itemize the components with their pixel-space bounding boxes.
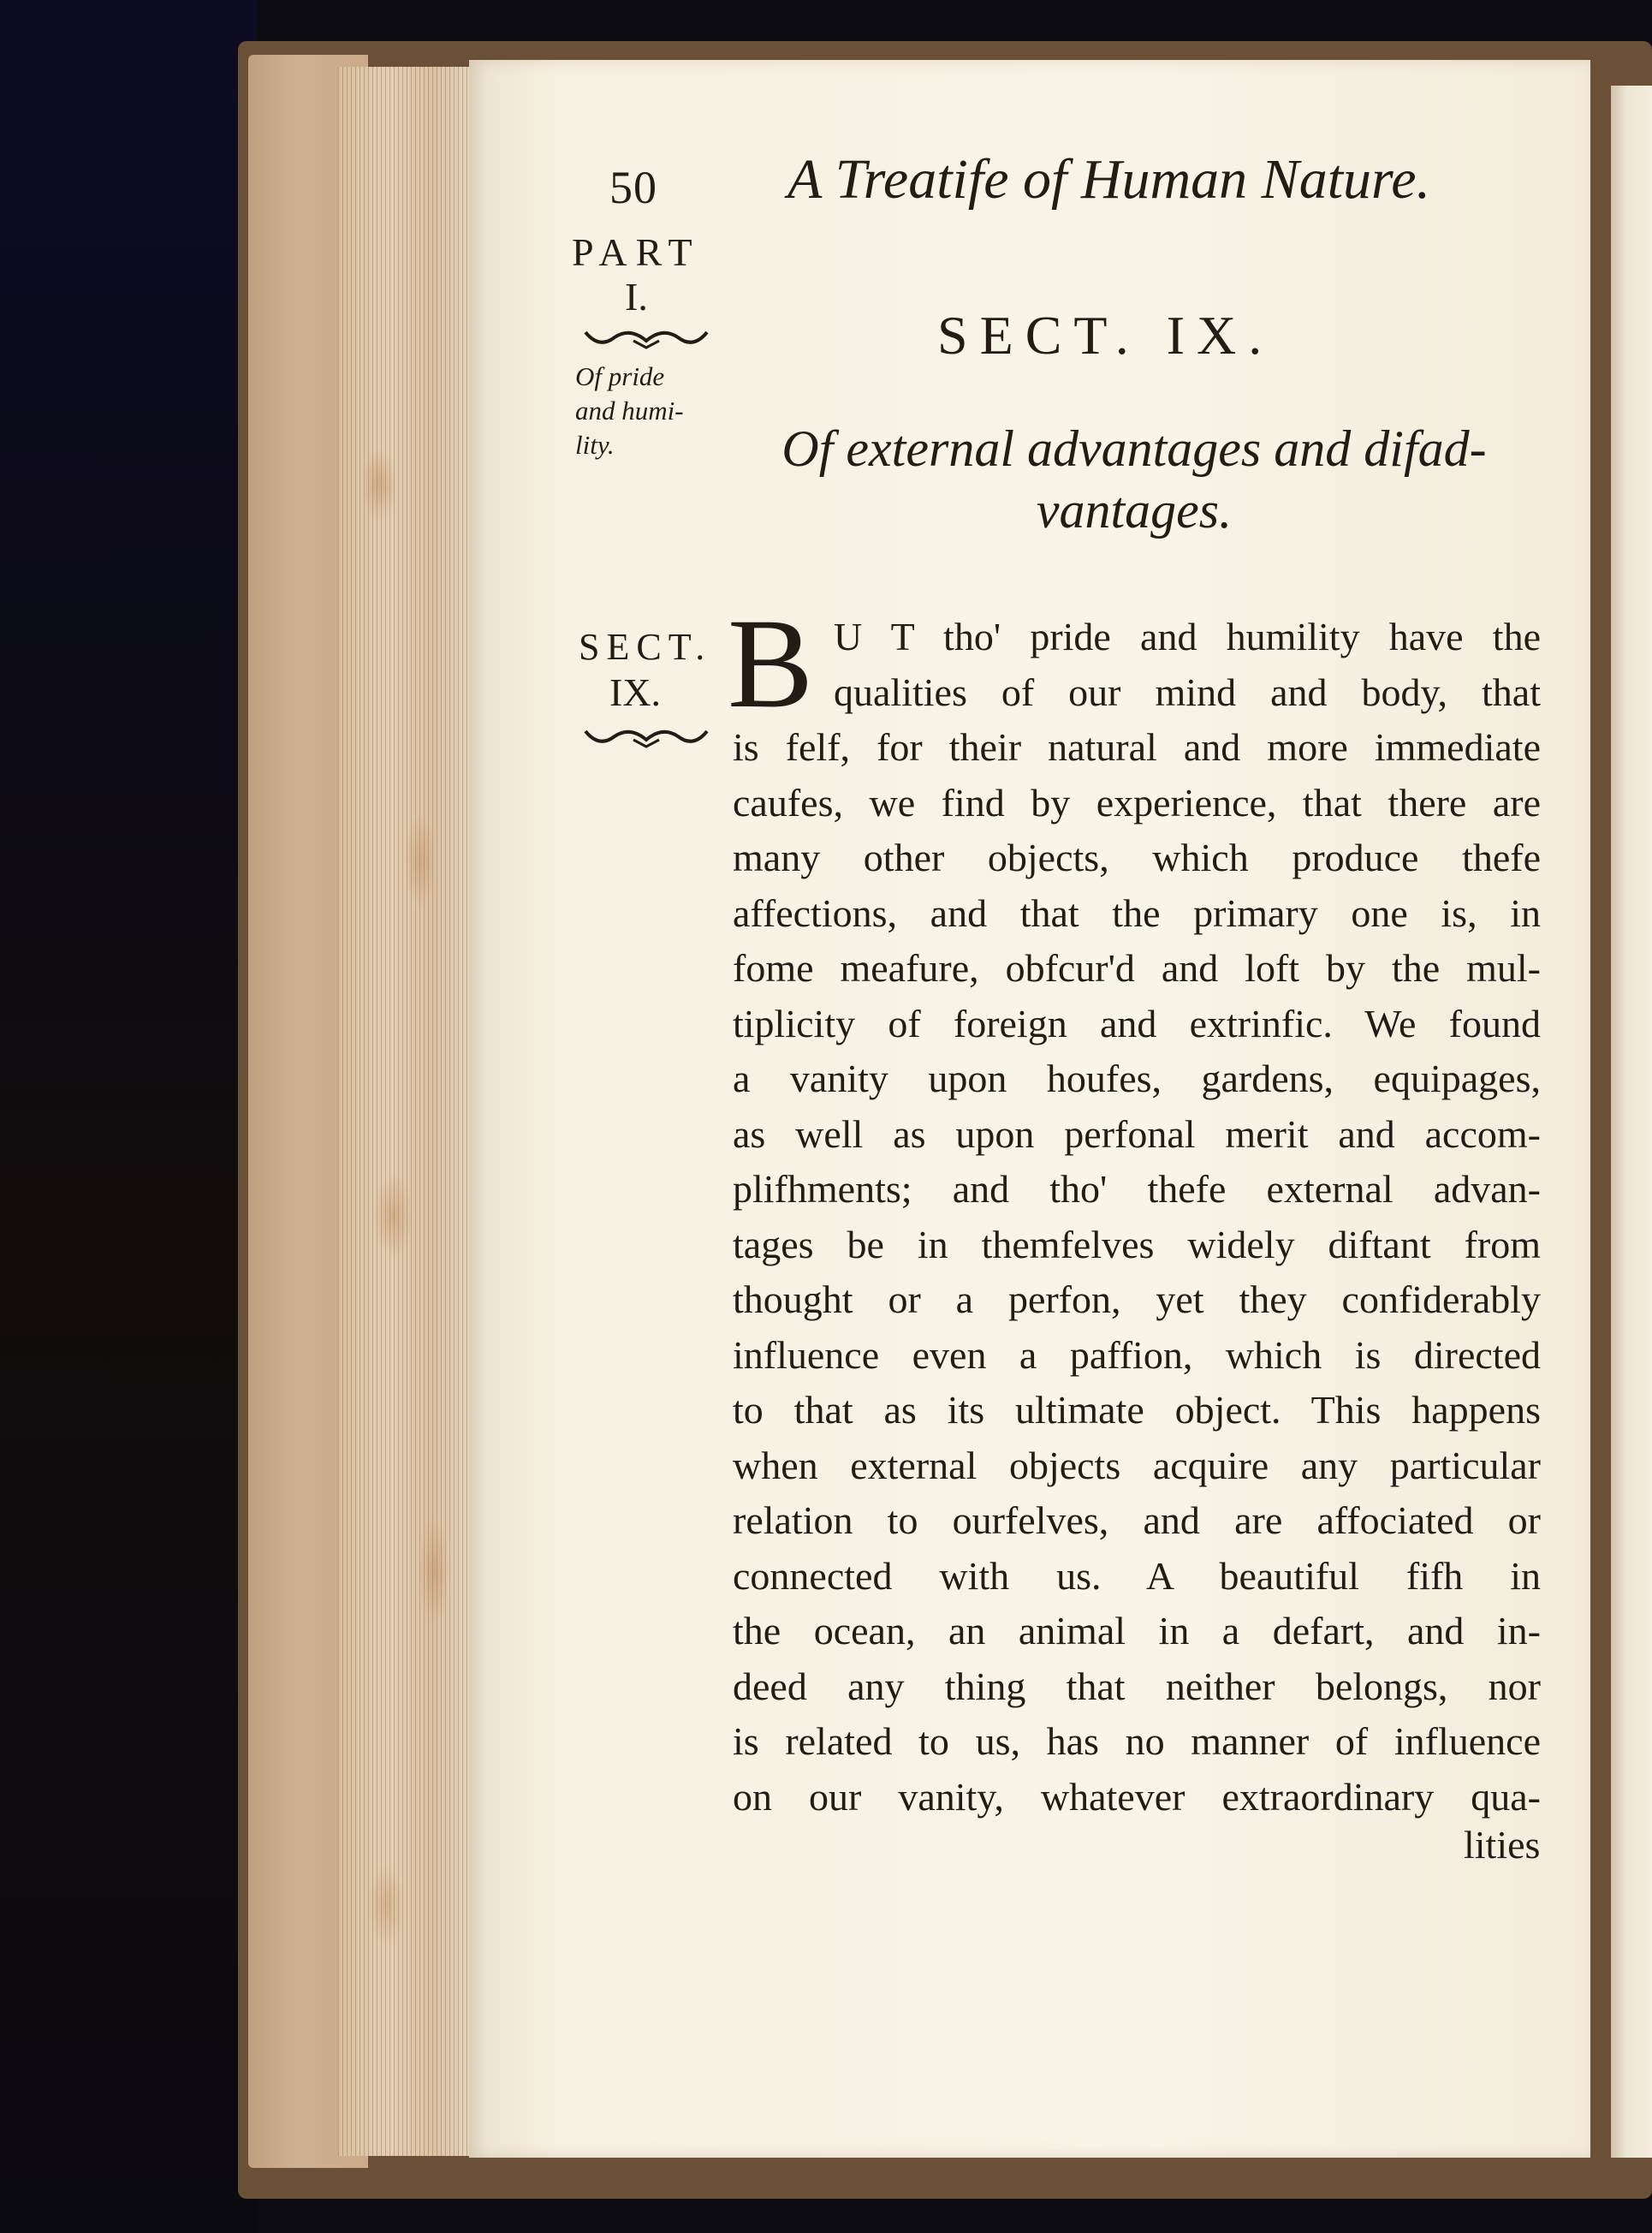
body-line: tiplicity of foreign and extrinfic. We found [733, 1001, 1541, 1045]
page-stack [338, 67, 475, 2156]
facing-page-edge [1611, 86, 1652, 2158]
body-line: deed any thing that neither belongs, nor [733, 1664, 1541, 1708]
body-line: when external objects acquire any particular [733, 1443, 1541, 1487]
body-line: influence even a paffion, which is directed [733, 1332, 1541, 1377]
body-line: relation to ourfelves, and are affociated or [733, 1498, 1541, 1542]
body-line: is felf, for their natural and more immediate [733, 725, 1541, 769]
wavy-rule-ornament-icon [582, 325, 710, 351]
body-line: plifhments; and tho' thefe external advan- [733, 1167, 1541, 1211]
part-subtitle [575, 360, 712, 462]
body-line: thought or a perfon, yet they confiderably [733, 1277, 1541, 1321]
part-subtitle-line: and humi- [575, 396, 684, 426]
body-line: to that as its ultimate object. This happens [733, 1388, 1541, 1432]
section-title: Of external advantages and difad-vantages. [781, 420, 1487, 539]
section-margin-number: IX. [609, 670, 662, 714]
part-subtitle-line: lity. [575, 430, 615, 460]
section-margin-label: SECT. [579, 626, 712, 668]
body-line: is related to us, has no manner of influence [733, 1719, 1541, 1763]
wavy-rule-ornament-icon [582, 724, 710, 750]
body-line: fome meafure, obfcur'd and loft by the mul- [733, 946, 1541, 990]
body-line: tages be in themfelves widely diftant from [733, 1222, 1541, 1266]
body-line: on our vanity, whatever extraordinary qua- [733, 1774, 1541, 1819]
body-line: connected with us. A beautiful fifh in [733, 1553, 1541, 1598]
body-line: the ocean, an animal in a defart, and in- [733, 1609, 1541, 1652]
catchword: lities [1464, 1823, 1541, 1867]
body-line: many other objects, which produce thefe [733, 836, 1541, 879]
part-number: I. [625, 275, 648, 319]
dark-background [0, 0, 257, 2233]
page-number: 50 [609, 162, 657, 213]
body-line: as well as upon perfonal merit and accom- [733, 1111, 1541, 1156]
body-line: U T tho' pride and humility have the [834, 615, 1541, 658]
body-line: affections, and that the primary one is, in [733, 890, 1541, 935]
body-line: a vanity upon houfes, gardens, equipages, [733, 1057, 1541, 1100]
running-head: A Treatife of Human Nature. [787, 148, 1431, 211]
body-line: caufes, we find by experience, that there are [733, 780, 1541, 825]
body-line: qualities of our mind and body, that [834, 670, 1541, 714]
part-subtitle-line: Of pride [575, 361, 665, 391]
body-text [733, 610, 1541, 1825]
drop-cap: B [728, 592, 814, 735]
part-label: PART [572, 230, 701, 274]
section-heading: SECT. IX. [937, 305, 1275, 366]
